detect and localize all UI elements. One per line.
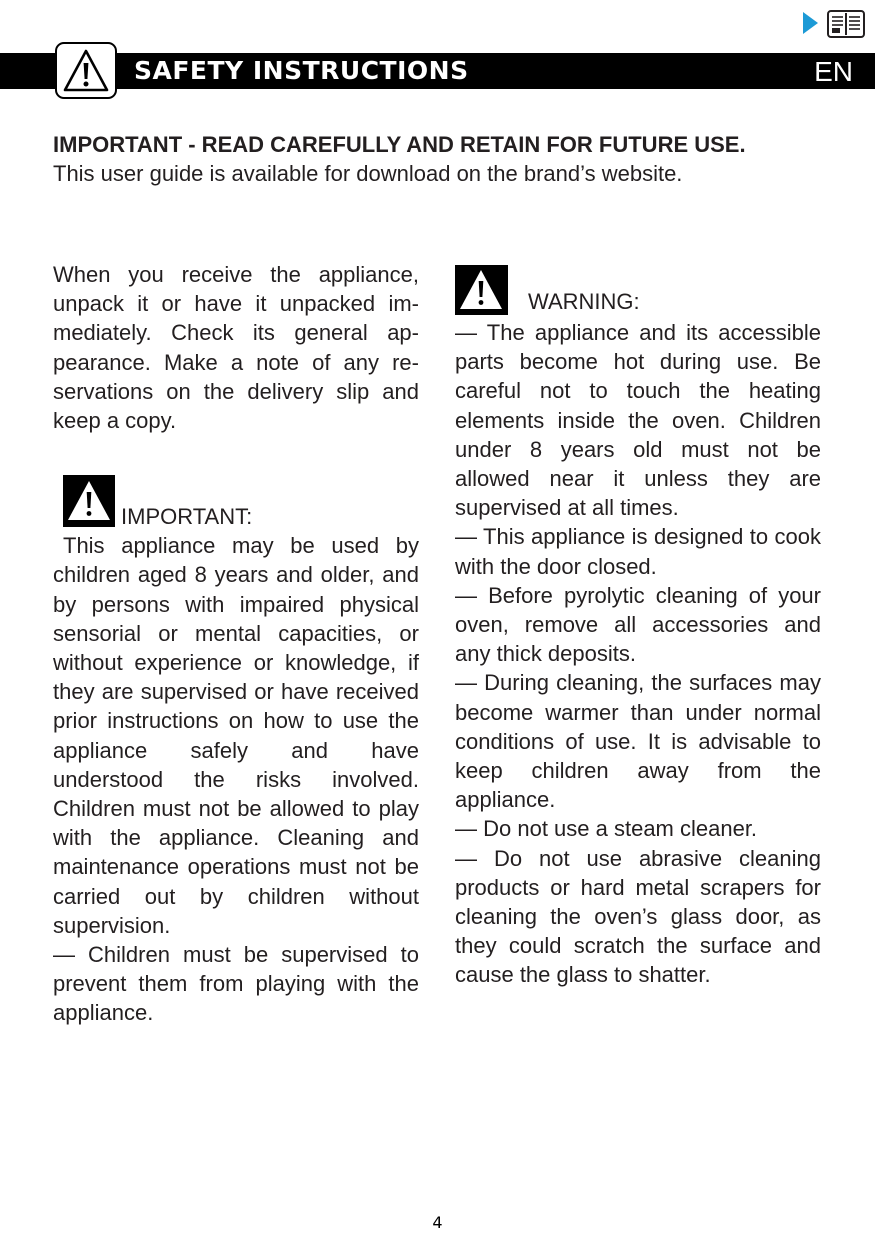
important-heading [53, 475, 419, 531]
unpack-paragraph: When you receive the appliance, unpack it or have it unpacked immediately. Check its general appearance. Make a note of any reservations on the delivery slip and keep a copy. [53, 262, 419, 434]
warning-item-hot-parts: — The appliance and its accessible parts become hot during use. Be careful not to touch the heating elements inside the oven. Children under 8 years old must not be allowed near it unless they are supervised at all times. [455, 320, 821, 521]
warning-item-cleaning-heat: — During cleaning, the surfaces may become warmer than under normal conditions of use. It is advisable to keep children away from the appliance. [455, 670, 821, 813]
warning-item-pyrolytic: — Before pyrolytic cleaning of your oven, remove all accessories and any thick deposits. [455, 582, 821, 667]
left-column [53, 260, 419, 1028]
right-column [455, 262, 821, 990]
page-number: 4 [432, 1213, 443, 1232]
warning-icon [455, 265, 508, 315]
children-paragraph: This appliance may be used by children aged 8 years and older, and by persons with impaired physical sensorial or mental capacities, or without experience or knowledge, if they are supervised or have received prior instructions on how to use the appliance safely and have understood the risks involved. Children must not be allowed to play with the appliance. Cleaning and maintenance operations must not be carried out by children without supervision. [53, 533, 419, 938]
warning-item-steam-cleaner: — Do not use a steam cleaner. [455, 816, 758, 842]
important-notice: IMPORTANT - READ CAREFULLY AND RETAIN FOR FUTURE USE. [53, 132, 746, 157]
language-code: EN [814, 56, 853, 87]
intro-block [53, 130, 833, 188]
download-notice: This user guide is available for download on the brand’s website. [53, 161, 683, 186]
important-label: IMPORTANT: [121, 504, 253, 530]
warning-icon [63, 475, 115, 527]
warning-heading [455, 262, 821, 318]
warning-item-abrasive: — Do not use abrasive cleaning products or hard metal scrapers for cleaning the oven’s glass door, as they could scratch the surface and cause the glass to shatter. [455, 845, 821, 988]
warning-item-door-closed: — This appliance is designed to cook with the door closed. [455, 524, 821, 579]
page-title: SAFETY INSTRUCTIONS [134, 56, 469, 85]
next-page-arrow-icon[interactable] [803, 12, 818, 34]
supervise-paragraph: — Children must be supervised to prevent them from playing with the appliance. [53, 942, 419, 1026]
warning-triangle-icon [55, 42, 117, 99]
warning-label: WARNING: [528, 289, 640, 314]
manual-book-icon[interactable] [827, 10, 865, 38]
